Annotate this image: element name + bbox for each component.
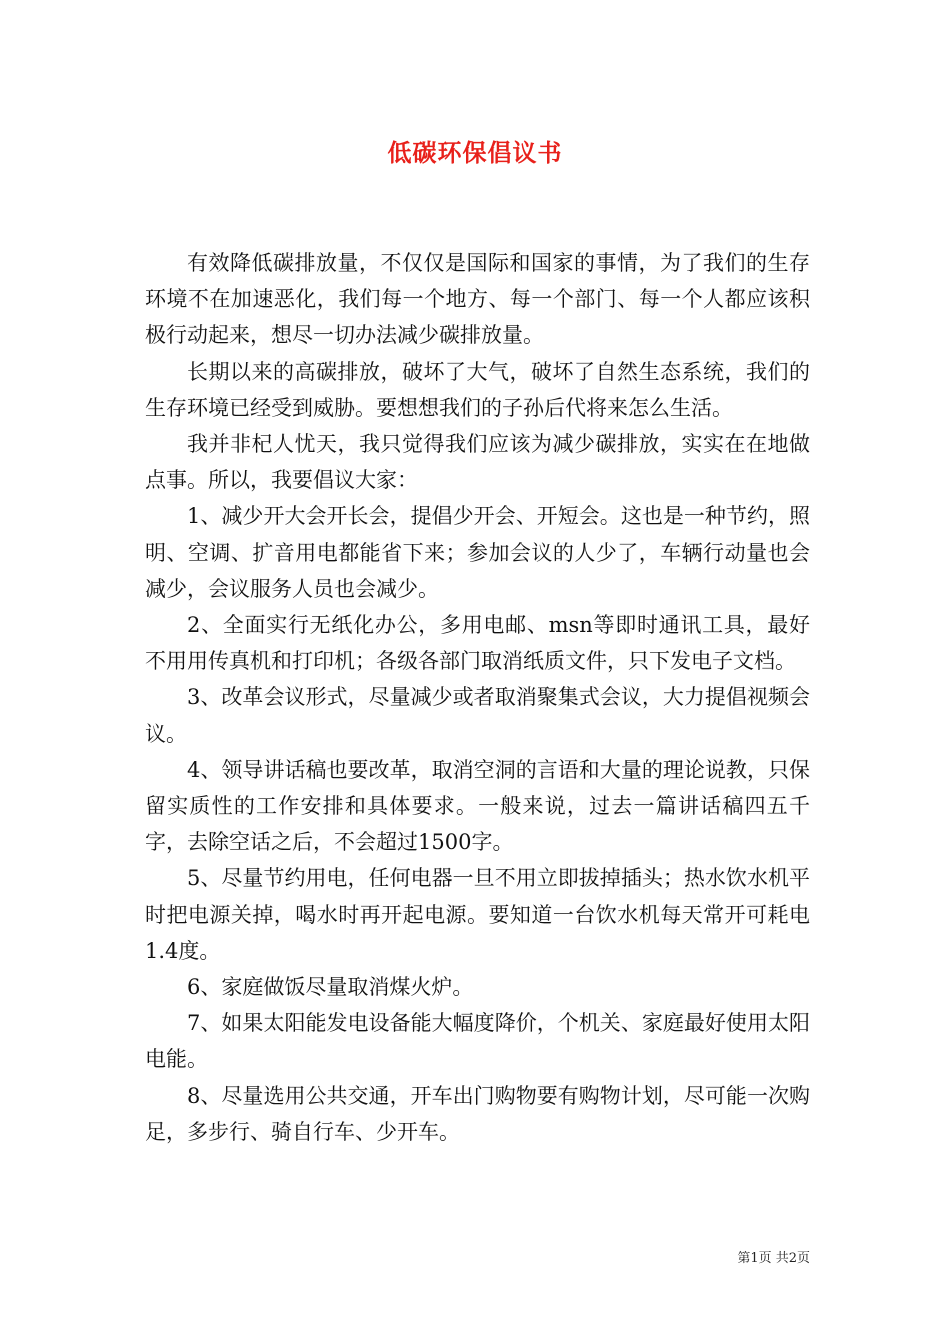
document-title: 低碳环保倡议书	[387, 138, 563, 167]
paragraph-item-8: 8、尽量选用公共交通，开车出门购物要有购物计划，尽可能一次购足，多步行、骑自行车、少开车。	[145, 1083, 810, 1144]
paragraph-item-6: 6、家庭做饭尽量取消煤火炉。	[187, 975, 474, 1000]
paragraph-background: 长期以来的高碳排放，破坏了大气，破坏了自然生态系统，我们的生存环境已经受到威胁。要想想我们的子孙后代将来怎么生活。	[145, 359, 810, 420]
paragraph-item-2: 2、全面实行无纸化办公，多用电邮、msn等即时通讯工具，最好不用用传真机和打印机；各级各部门取消纸质文件，只下发电子文档。	[145, 613, 810, 674]
paragraph-item-7: 7、如果太阳能发电设备能大幅度降价，个机关、家庭最好使用太阳电能。	[145, 1011, 810, 1072]
paragraph-item-5: 5、尽量节约用电，任何电器一旦不用立即拔掉插头；热水饮水机平时把电源关掉，喝水时再开起电源。要知道一台饮水机每天常开可耗电1.4度。	[145, 866, 810, 963]
document-body	[145, 245, 810, 1150]
paragraph-item-3: 3、改革会议形式，尽量减少或者取消聚集式会议，大力提倡视频会议。	[145, 685, 810, 746]
paragraph-call: 我并非杞人忧天，我只觉得我们应该为减少碳排放，实实在在地做点事。所以，我要倡议大家：	[145, 432, 810, 493]
paragraph-intro: 有效降低碳排放量，不仅仅是国际和国家的事情，为了我们的生存环境不在加速恶化，我们每一个地方、每一个部门、每一个人都应该积极行动起来，想尽一切办法减少碳排放量。	[145, 251, 810, 348]
paragraph-item-4: 4、领导讲话稿也要改革，取消空洞的言语和大量的理论说教，只保留实质性的工作安排和具体要求。一般来说，过去一篇讲话稿四五千字，去除空话之后，不会超过1500字。	[145, 757, 810, 855]
page-number-footer: 第1页 共2页	[737, 1251, 810, 1266]
paragraph-item-1: 1、减少开大会开长会，提倡少开会、开短会。这也是一种节约，照明、空调、扩音用电都能省下来；参加会议的人少了，车辆行动量也会减少，会议服务人员也会减少。	[145, 504, 810, 601]
